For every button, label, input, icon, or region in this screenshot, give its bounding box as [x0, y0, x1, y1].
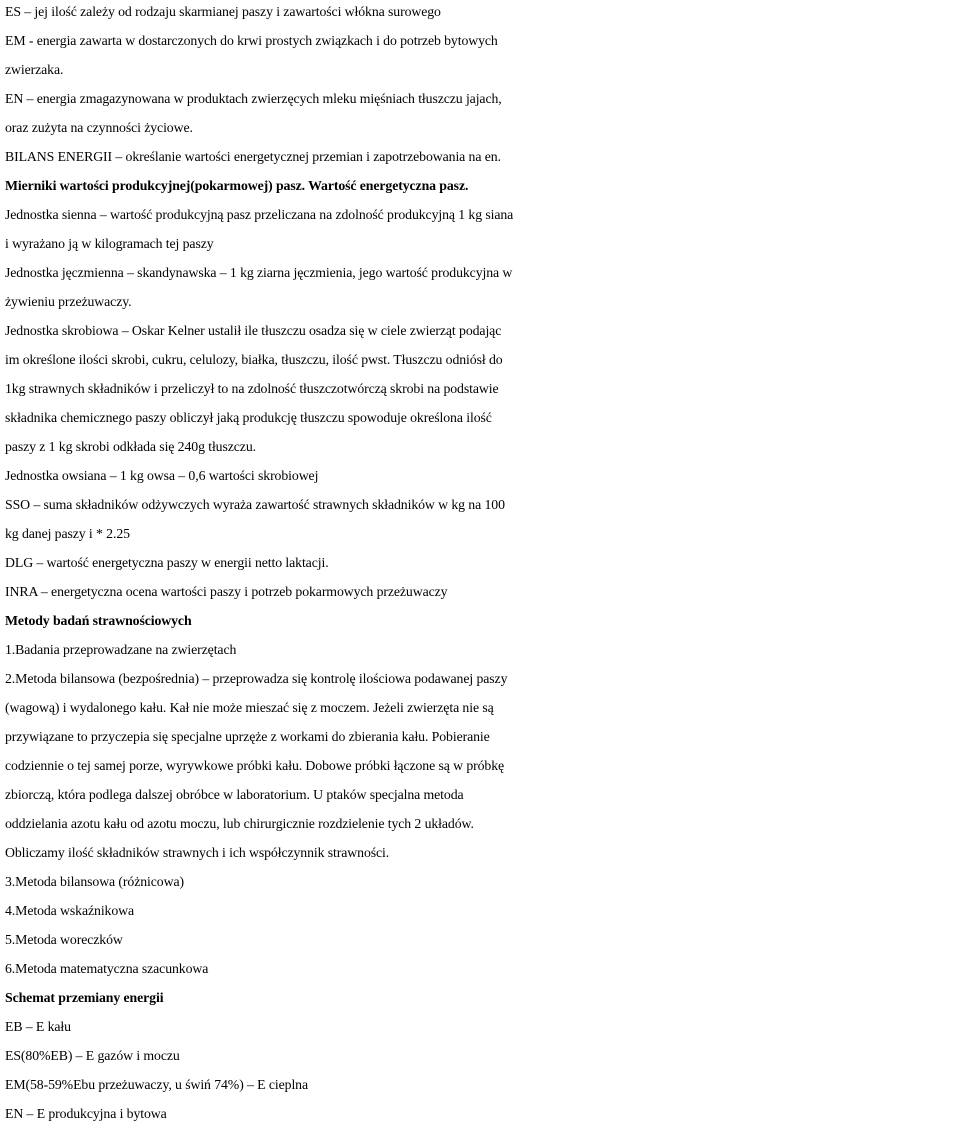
text-line: paszy z 1 kg skrobi odkłada się 240g tłuszczu.	[5, 439, 256, 454]
text-line: 1kg strawnych składników i przeliczył to na zdolność tłuszczotwórczą skrobi na podstawie	[5, 381, 499, 396]
text-line: EM - energia zawarta w dostarczonych do krwi prostych związkach i do potrzeb bytowych	[5, 33, 498, 48]
text-line: SSO – suma składników odżywczych wyraża zawartość strawnych składników w kg na 100	[5, 497, 505, 512]
text-line: EN – E produkcyjna i bytowa	[5, 1106, 167, 1121]
text-line: żywieniu przeżuwaczy.	[5, 294, 132, 309]
text-line: Jednostka skrobiowa – Oskar Kelner ustalił ile tłuszczu osadza się w ciele zwierząt podając	[5, 323, 502, 338]
text-line: ES(80%EB) – E gazów i moczu	[5, 1048, 180, 1063]
text-line: kg danej paszy i * 2.25	[5, 526, 130, 541]
text-line: oddzielania azotu kału od azotu moczu, lub chirurgicznie rozdzielenie tych 2 układów.	[5, 816, 474, 831]
text-line: 6.Metoda matematyczna szacunkowa	[5, 961, 209, 976]
text-line: 5.Metoda woreczków	[5, 932, 123, 947]
text-line: Obliczamy ilość składników strawnych i ich współczynnik strawności.	[5, 845, 390, 860]
text-line: 3.Metoda bilansowa (różnicowa)	[5, 874, 184, 889]
text-line: BILANS ENERGII – określanie wartości energetycznej przemian i zapotrzebowania na en.	[5, 149, 501, 164]
text-line: 2.Metoda bilansowa (bezpośrednia) – przeprowadza się kontrolę ilościowa podawanej paszy	[5, 671, 508, 686]
text-line: składnika chemicznego paszy obliczył jaką produkcję tłuszczu spowoduje określona ilość	[5, 410, 492, 425]
text-line: codziennie o tej samej porze, wyrywkowe próbki kału. Dobowe próbki łączone są w próbkę	[5, 758, 505, 773]
text-line: EB – E kału	[5, 1019, 71, 1034]
section-heading: Mierniki wartości produkcyjnej(pokarmowej) pasz. Wartość energetyczna pasz.	[5, 178, 469, 193]
text-line: DLG – wartość energetyczna paszy w energii netto laktacji.	[5, 555, 329, 570]
section-heading: Metody badań strawnościowych	[5, 613, 192, 628]
text-line: Jednostka jęczmienna – skandynawska – 1 kg ziarna jęczmienia, jego wartość produkcyjna w	[5, 265, 513, 280]
text-line: EM(58-59%Ebu przeżuwaczy, u świń 74%) – E cieplna	[5, 1077, 308, 1092]
text-line: zbiorczą, która podlega dalszej obróbce w laboratorium. U ptaków specjalna metoda	[5, 787, 464, 802]
text-line: Jednostka owsiana – 1 kg owsa – 0,6 wartości skrobiowej	[5, 468, 319, 483]
text-line: oraz zużyta na czynności życiowe.	[5, 120, 193, 135]
text-line: (wagową) i wydalonego kału. Kał nie może mieszać się z moczem. Jeżeli zwierzęta nie są	[5, 700, 494, 715]
text-line: INRA – energetyczna ocena wartości paszy i potrzeb pokarmowych przeżuwaczy	[5, 584, 448, 599]
text-line: zwierzaka.	[5, 62, 64, 77]
text-line: Jednostka sienna – wartość produkcyjną pasz przeliczana na zdolność produkcyjną 1 kg siana	[5, 207, 514, 222]
text-line: przywiązane to przyczepia się specjalne uprzęże z workami do zbierania kału. Pobieranie	[5, 729, 490, 744]
text-line: i wyrażano ją w kilogramach tej paszy	[5, 236, 214, 251]
text-line: EN – energia zmagazynowana w produktach zwierzęcych mleku mięśniach tłuszczu jajach,	[5, 91, 502, 106]
text-line: 1.Badania przeprowadzane na zwierzętach	[5, 642, 237, 657]
text-line: 4.Metoda wskaźnikowa	[5, 903, 135, 918]
text-line: im określone ilości skrobi, cukru, celulozy, białka, tłuszczu, ilość pwst. Tłuszczu odniósł do	[5, 352, 503, 367]
text-line: ES – jej ilość zależy od rodzaju skarmianej paszy i zawartości włókna surowego	[5, 4, 441, 19]
section-heading: Schemat przemiany energii	[5, 990, 164, 1005]
